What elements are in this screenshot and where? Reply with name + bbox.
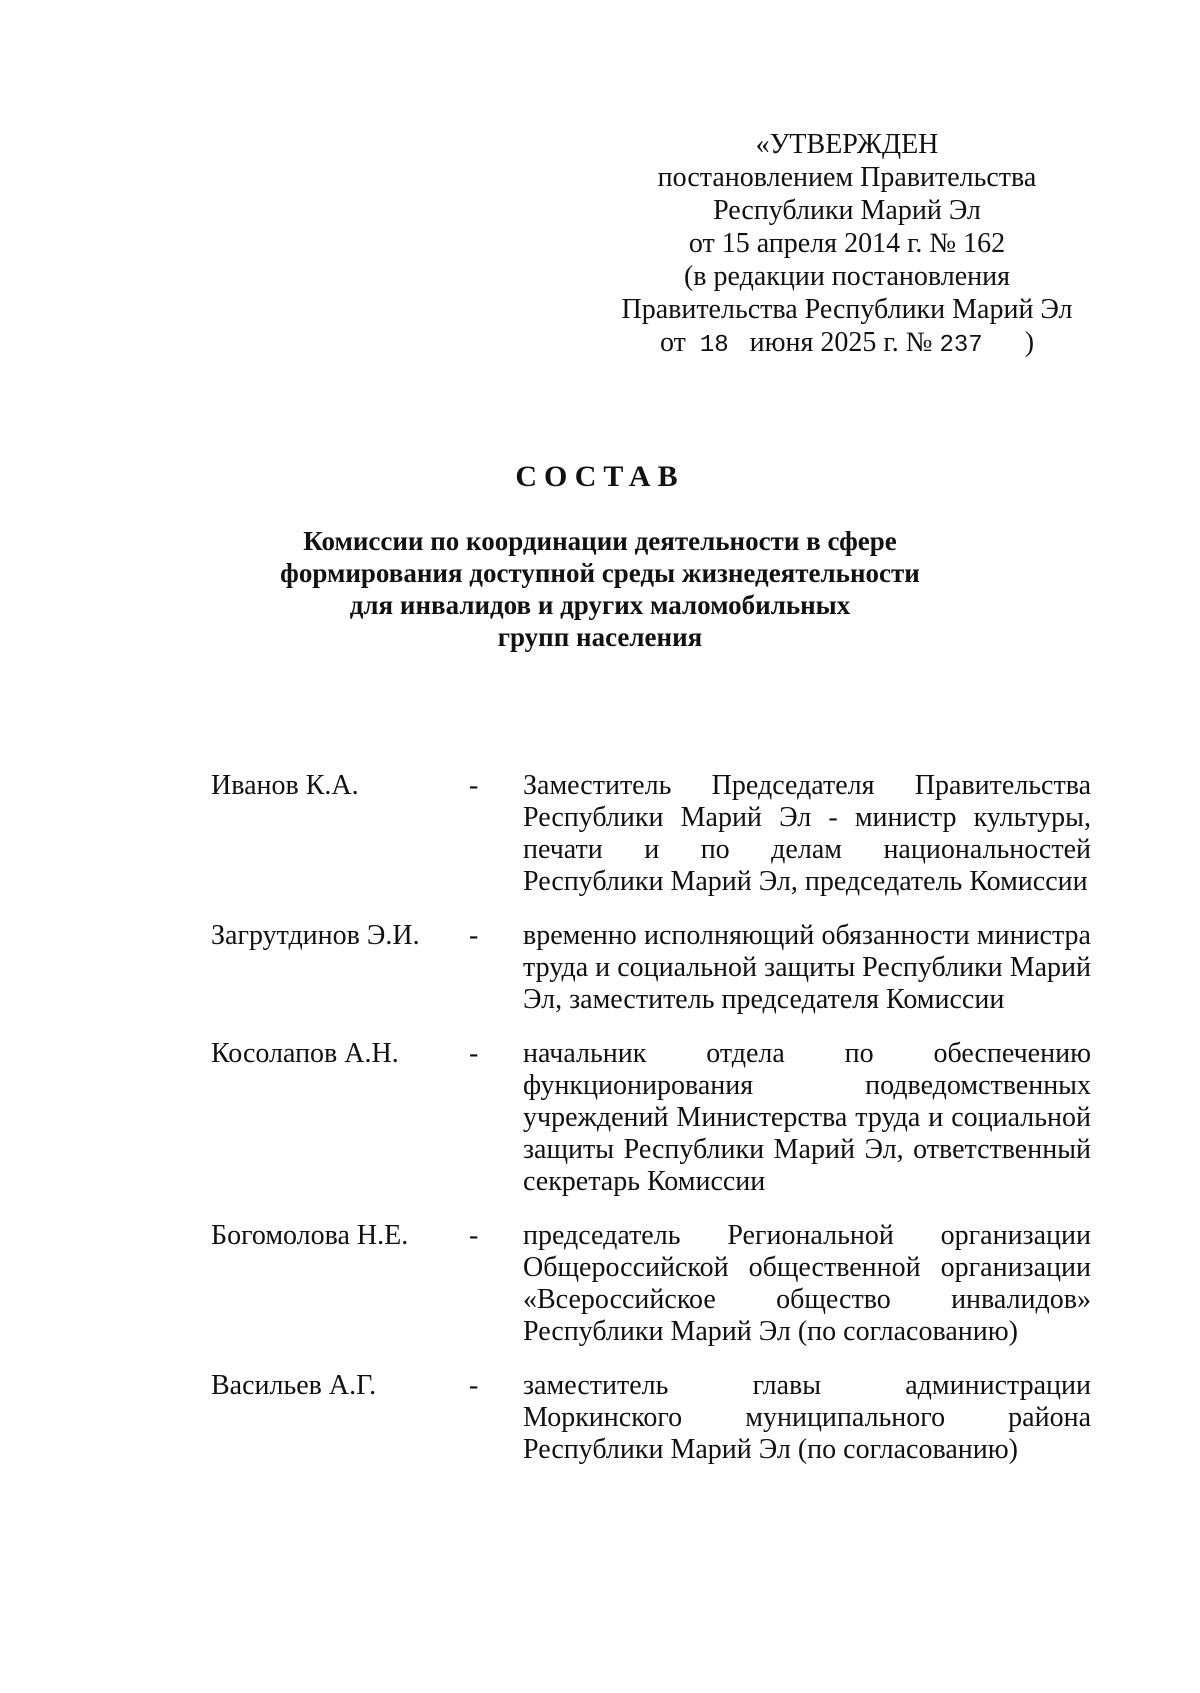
member-name: Васильев А.Г.: [211, 1370, 377, 1401]
member-name: Иванов К.А.: [211, 770, 359, 801]
member-dash: -: [469, 920, 479, 951]
members-list: [211, 770, 1091, 1488]
approval-edition-date: [602, 326, 1092, 362]
member-dash: -: [469, 1038, 479, 1069]
edition-month-year: июня 2025 г. №: [749, 327, 933, 358]
member-row: [211, 1370, 1091, 1466]
document-subtitle: [250, 525, 950, 653]
member-row: [211, 1038, 1091, 1198]
edition-number: 237: [939, 332, 983, 359]
member-dash: -: [469, 1220, 479, 1251]
member-role: заместитель главы администрации Моркинского муниципального района Республики Марий Эл (по согласованию): [523, 1370, 1091, 1465]
member-role: председатель Региональной организации Общероссийской общественной организации «Всероссийское общество инвалидов» Республики Марий Эл (по согласованию): [523, 1220, 1091, 1347]
member-row: [211, 1220, 1091, 1348]
subtitle-line: формирования доступной среды жизнедеятельности: [280, 558, 920, 588]
member-row: [211, 920, 1091, 1016]
member-role: Заместитель Председателя Правительства Республики Марий Эл - министр культуры, печати и по делам национальностей Республики Марий Эл, председатель Комиссии: [523, 770, 1091, 897]
subtitle-line: групп населения: [497, 622, 703, 652]
approval-line-resolution: постановлением Правительства: [657, 162, 1037, 193]
member-name: Загрутдинов Э.И.: [211, 920, 420, 951]
approval-line-edition: (в редакции постановления: [683, 261, 1011, 292]
approval-line-government: Правительства Республики Марий Эл: [621, 294, 1073, 325]
approval-title: «УТВЕРЖДЕН: [755, 129, 939, 160]
edition-close: ): [1024, 327, 1035, 358]
approval-line-republic: Республики Марий Эл: [713, 195, 981, 226]
member-dash: -: [469, 770, 479, 801]
member-row: [211, 770, 1091, 898]
document-heading: СОСТАВ: [515, 460, 685, 493]
edition-day: 18: [699, 332, 729, 359]
member-name: Богомолова Н.Е.: [211, 1220, 409, 1251]
edition-prefix: от: [659, 327, 686, 358]
member-role: начальник отдела по обеспечению функционирования подведомственных учреждений Министерства труда и социальной защиты Республики Марий Эл, ответственный секретарь Комиссии: [523, 1038, 1091, 1197]
approval-stamp: [602, 128, 1092, 362]
member-role: временно исполняющий обязанности министра труда и социальной защиты Республики Марий Эл, заместитель председателя Комиссии: [523, 920, 1091, 1015]
subtitle-line: Комиссии по координации деятельности в сфере: [303, 526, 897, 556]
subtitle-line: для инвалидов и других маломобильных: [349, 590, 851, 620]
approval-line-date: от 15 апреля 2014 г. № 162: [688, 228, 1006, 259]
member-dash: -: [469, 1370, 479, 1401]
member-name: Косолапов А.Н.: [211, 1038, 399, 1069]
